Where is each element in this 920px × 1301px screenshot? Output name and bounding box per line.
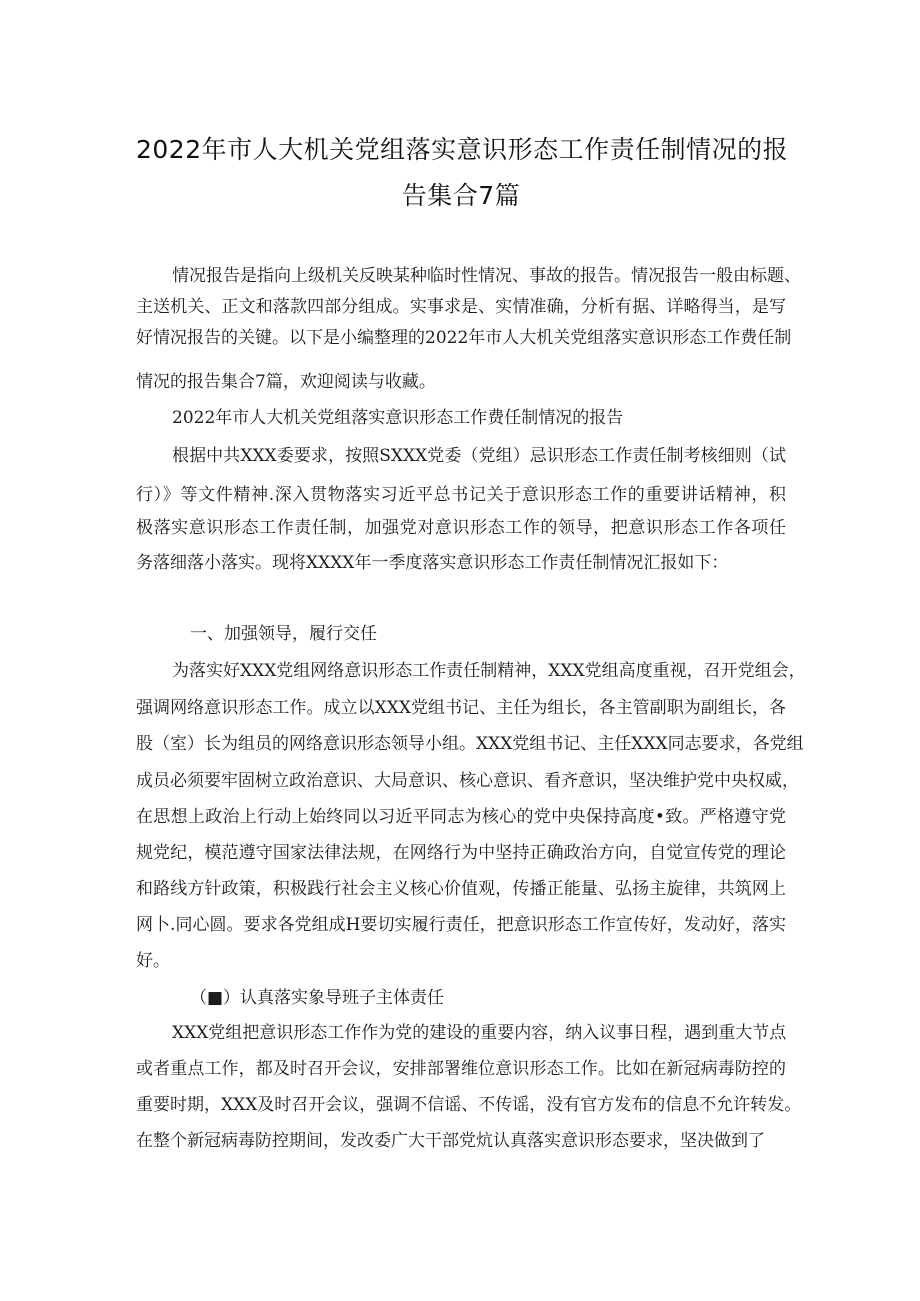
paragraph-line: 股（室）长为组员的网络意识形态领导小组。XXX党组书记、主任XXX同志要求，各党组: [136, 734, 804, 754]
intro-line: 主送机关、正文和落款四部分组成。实事求是、实情准确，分析有据、详略得当，是写: [136, 297, 786, 317]
paragraph-line: 在整个新冠病毒防控期间，发改委广大干部党炕认真落实意识形态要求，坚决做到了: [136, 1131, 765, 1151]
paragraph-line: 行）》等文件精神.深入贯物落实习近平总书记关于意识形态工作的重要讲话精神，积: [136, 485, 786, 505]
paragraph-line: 成员必须要牢固树立政治意识、大局意识、核心意识、看齐意识，坚决维护党中央权威，: [136, 771, 799, 791]
paragraph-line: 网卜.同心圆。要求各党组成H要切实履行责任，把意识形态工作宣传好，发动好，落实: [136, 915, 786, 935]
paragraph-line: 极落实意识形态工作责任制，加强党对意识形态工作的领导，把意识形态工作各项任: [136, 518, 786, 538]
section-heading-1: 一、加强领导，履行交任: [190, 624, 377, 644]
paragraph-line: 重要时期，XXX及时召开会议，强调不信谣、不传谣，没有官方发布的信息不允许转发。: [136, 1095, 802, 1115]
subsection-heading-1: （■）认真落实象导班子主体责任: [190, 988, 445, 1008]
paragraph-line: 务落细落小落实。现将XXXX年一季度落实意识形态工作责任制情况汇报如下：: [136, 553, 729, 573]
intro-line: 情况报告是指向上级机关反映某种临时性情况、事故的报告。情况报告一般由标题、: [172, 266, 801, 286]
report-subtitle: 2022年市人大机关党组落实意识形态工作费任制情况的报告: [172, 408, 624, 428]
paragraph-line: XXX党组把意识形态工作作为党的建设的重要内容，纳入议事日程，遇到重大节点: [172, 1023, 787, 1043]
document-title-line-1: 2022年市人大机关党组落实意识形态工作责任制情况的报: [136, 135, 789, 164]
document-title-line-2: 告集合7篇: [401, 181, 521, 210]
paragraph-line: 为落实好XXX党组网络意识形态工作责任制精神，XXX党组高度重视，召开党组会，: [172, 661, 806, 681]
paragraph-line: 规党纪，模范遵守国家法律法规，在网络行为中坚持正确政治方向，自觉宣传党的理论: [136, 843, 786, 863]
paragraph-line: 或者重点工作，都及时召开会议，安排部署维位意识形态工作。比如在新冠病毒防控的: [136, 1059, 786, 1079]
paragraph-line: 强调网络意识形态工作。成立以XXX党组书记、主任为组长，各主管副职为副组长，各: [136, 698, 786, 718]
paragraph-line: 在思想上政治上行动上始终同以习近平同志为核心的党中央保持高度•致。严格遵守党: [136, 807, 786, 827]
intro-line: 好情况报告的关键。以下是小编整理的2022年市人大机关党组落实意识形态工作费任制: [136, 328, 792, 348]
paragraph-line: 根据中共XXX委要求，按照SXXX党委（党组）忌识形态工作责任制考核细则（试: [172, 446, 786, 466]
intro-line: 情况的报告集合7篇，欢迎阅读与收藏。: [136, 372, 436, 392]
paragraph-line: 和路线方针政策，积极践行社会主义核心价值观，传播正能量、弘扬主旋律，共筑网上: [136, 879, 786, 899]
paragraph-line: 好。: [136, 951, 170, 971]
